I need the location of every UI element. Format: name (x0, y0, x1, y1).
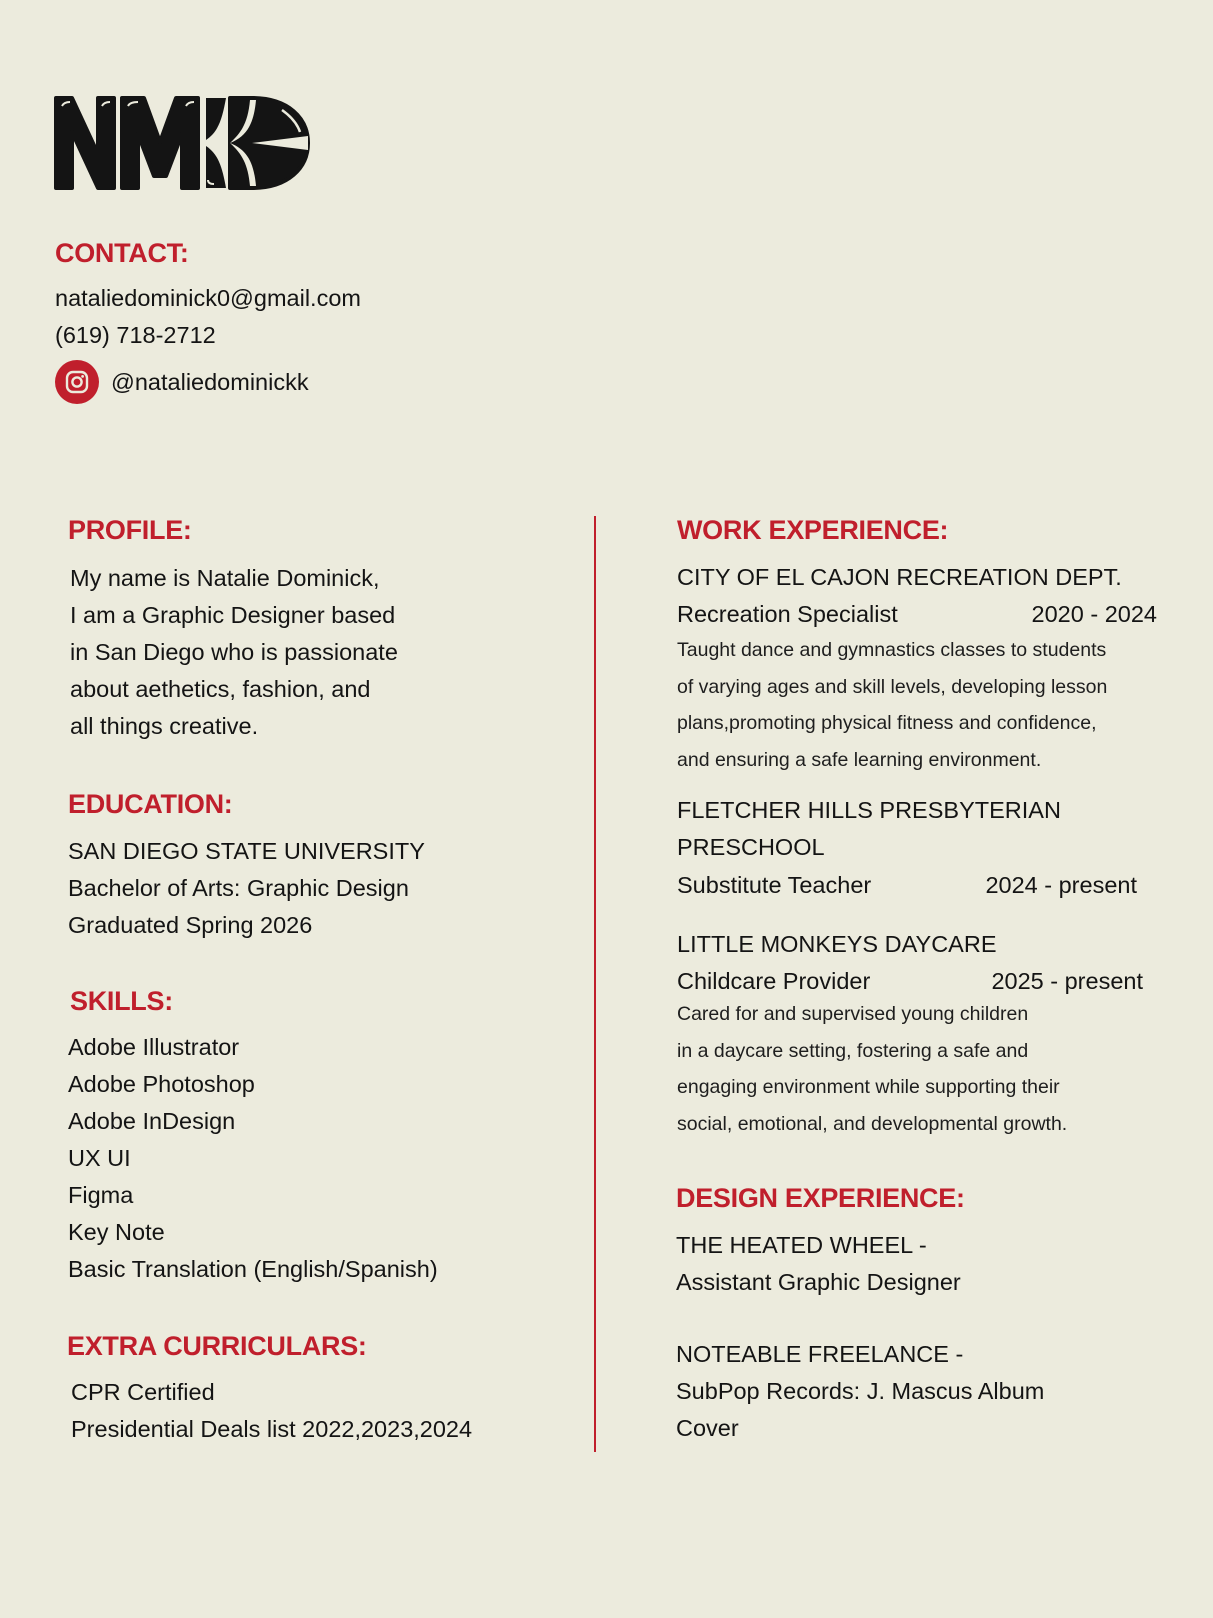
job-description-line: Taught dance and gymnastics classes to students (677, 639, 1107, 661)
extra-item: CPR Certified (71, 1379, 215, 1405)
skill-item: Adobe Photoshop (68, 1071, 255, 1097)
job-role-row (677, 596, 1157, 633)
education-school: SAN DIEGO STATE UNIVERSITY (68, 838, 425, 864)
job-org-line: FLETCHER HILLS PRESBYTERIAN (677, 797, 1061, 823)
job-role-row (677, 867, 1137, 904)
extra-item: Presidential Deals list 2022,2023,2024 (71, 1416, 473, 1442)
job-role: Recreation Specialist (677, 601, 898, 627)
job-description-line: plans,promoting physical fitness and confidence, (677, 712, 1097, 734)
skills-list (68, 1029, 438, 1288)
job-org: LITTLE MONKEYS DAYCARE (677, 931, 997, 957)
job-description-line: social, emotional, and developmental growth. (677, 1112, 1068, 1135)
extra-curriculars-list (71, 1374, 472, 1448)
job-role: Substitute Teacher (677, 872, 872, 898)
job-org (677, 792, 1061, 866)
skill-item: Key Note (68, 1219, 165, 1245)
skill-item: Adobe Illustrator (68, 1034, 240, 1060)
profile-text (70, 560, 398, 745)
design-entry-line: Cover (676, 1415, 739, 1441)
job-description-line: Cared for and supervised young children (677, 1003, 1029, 1025)
column-divider (594, 516, 596, 1452)
design-entry (676, 1227, 961, 1301)
job-org: CITY OF EL CAJON RECREATION DEPT. (677, 564, 1122, 590)
profile-line: I am a Graphic Designer based (70, 602, 396, 628)
job-dates: 2025 - present (991, 968, 1143, 994)
skills-heading: SKILLS: (70, 986, 173, 1016)
design-experience-heading: DESIGN EXPERIENCE: (676, 1183, 965, 1213)
profile-line: all things creative. (70, 713, 259, 739)
profile-line: in San Diego who is passionate (70, 639, 398, 665)
profile-line: about aethetics, fashion, and (70, 676, 371, 702)
instagram-handle-row[interactable] (55, 360, 309, 404)
work-experience-heading: WORK EXPERIENCE: (677, 515, 949, 545)
instagram-icon (55, 360, 99, 404)
job-role-row (677, 963, 1143, 1000)
contact-email[interactable]: nataliedominick0@gmail.com (55, 285, 361, 311)
profile-line: My name is Natalie Dominick, (70, 565, 380, 591)
education-graduated: Graduated Spring 2026 (68, 912, 313, 938)
nmd-logo (52, 96, 314, 196)
job-description-line: of varying ages and skill levels, developing lesson (677, 675, 1108, 698)
job-role: Childcare Provider (677, 968, 871, 994)
job-dates: 2020 - 2024 (1031, 601, 1157, 627)
design-entry-line: Assistant Graphic Designer (676, 1269, 961, 1295)
education-degree: Bachelor of Arts: Graphic Design (68, 875, 409, 901)
instagram-handle: @nataliedominickk (111, 368, 309, 395)
design-entry (676, 1336, 1044, 1447)
education-heading: EDUCATION: (68, 789, 233, 819)
design-entry-line: THE HEATED WHEEL - (676, 1232, 927, 1258)
job-description-line: and ensuring a safe learning environment. (677, 748, 1042, 771)
skill-item: Basic Translation (English/Spanish) (68, 1256, 438, 1282)
job-org-line: PRESCHOOL (677, 834, 825, 860)
design-entry-line: NOTEABLE FREELANCE - (676, 1341, 964, 1367)
profile-heading: PROFILE: (68, 515, 192, 545)
contact-phone[interactable]: (619) 718-2712 (55, 322, 216, 348)
skill-item: Adobe InDesign (68, 1108, 236, 1134)
extra-curriculars-heading: EXTRA CURRICULARS: (67, 1331, 367, 1361)
job-description-line: in a daycare setting, fostering a safe and (677, 1039, 1029, 1062)
job-description (677, 632, 1107, 778)
job-dates: 2024 - present (985, 872, 1137, 898)
job-description (677, 996, 1067, 1142)
job-description-line: engaging environment while supporting their (677, 1076, 1060, 1098)
skill-item: UX UI (68, 1145, 131, 1171)
contact-heading: CONTACT: (55, 238, 189, 268)
education-details (68, 833, 425, 944)
design-entry-line: SubPop Records: J. Mascus Album (676, 1378, 1045, 1404)
skill-item: Figma (68, 1182, 134, 1208)
